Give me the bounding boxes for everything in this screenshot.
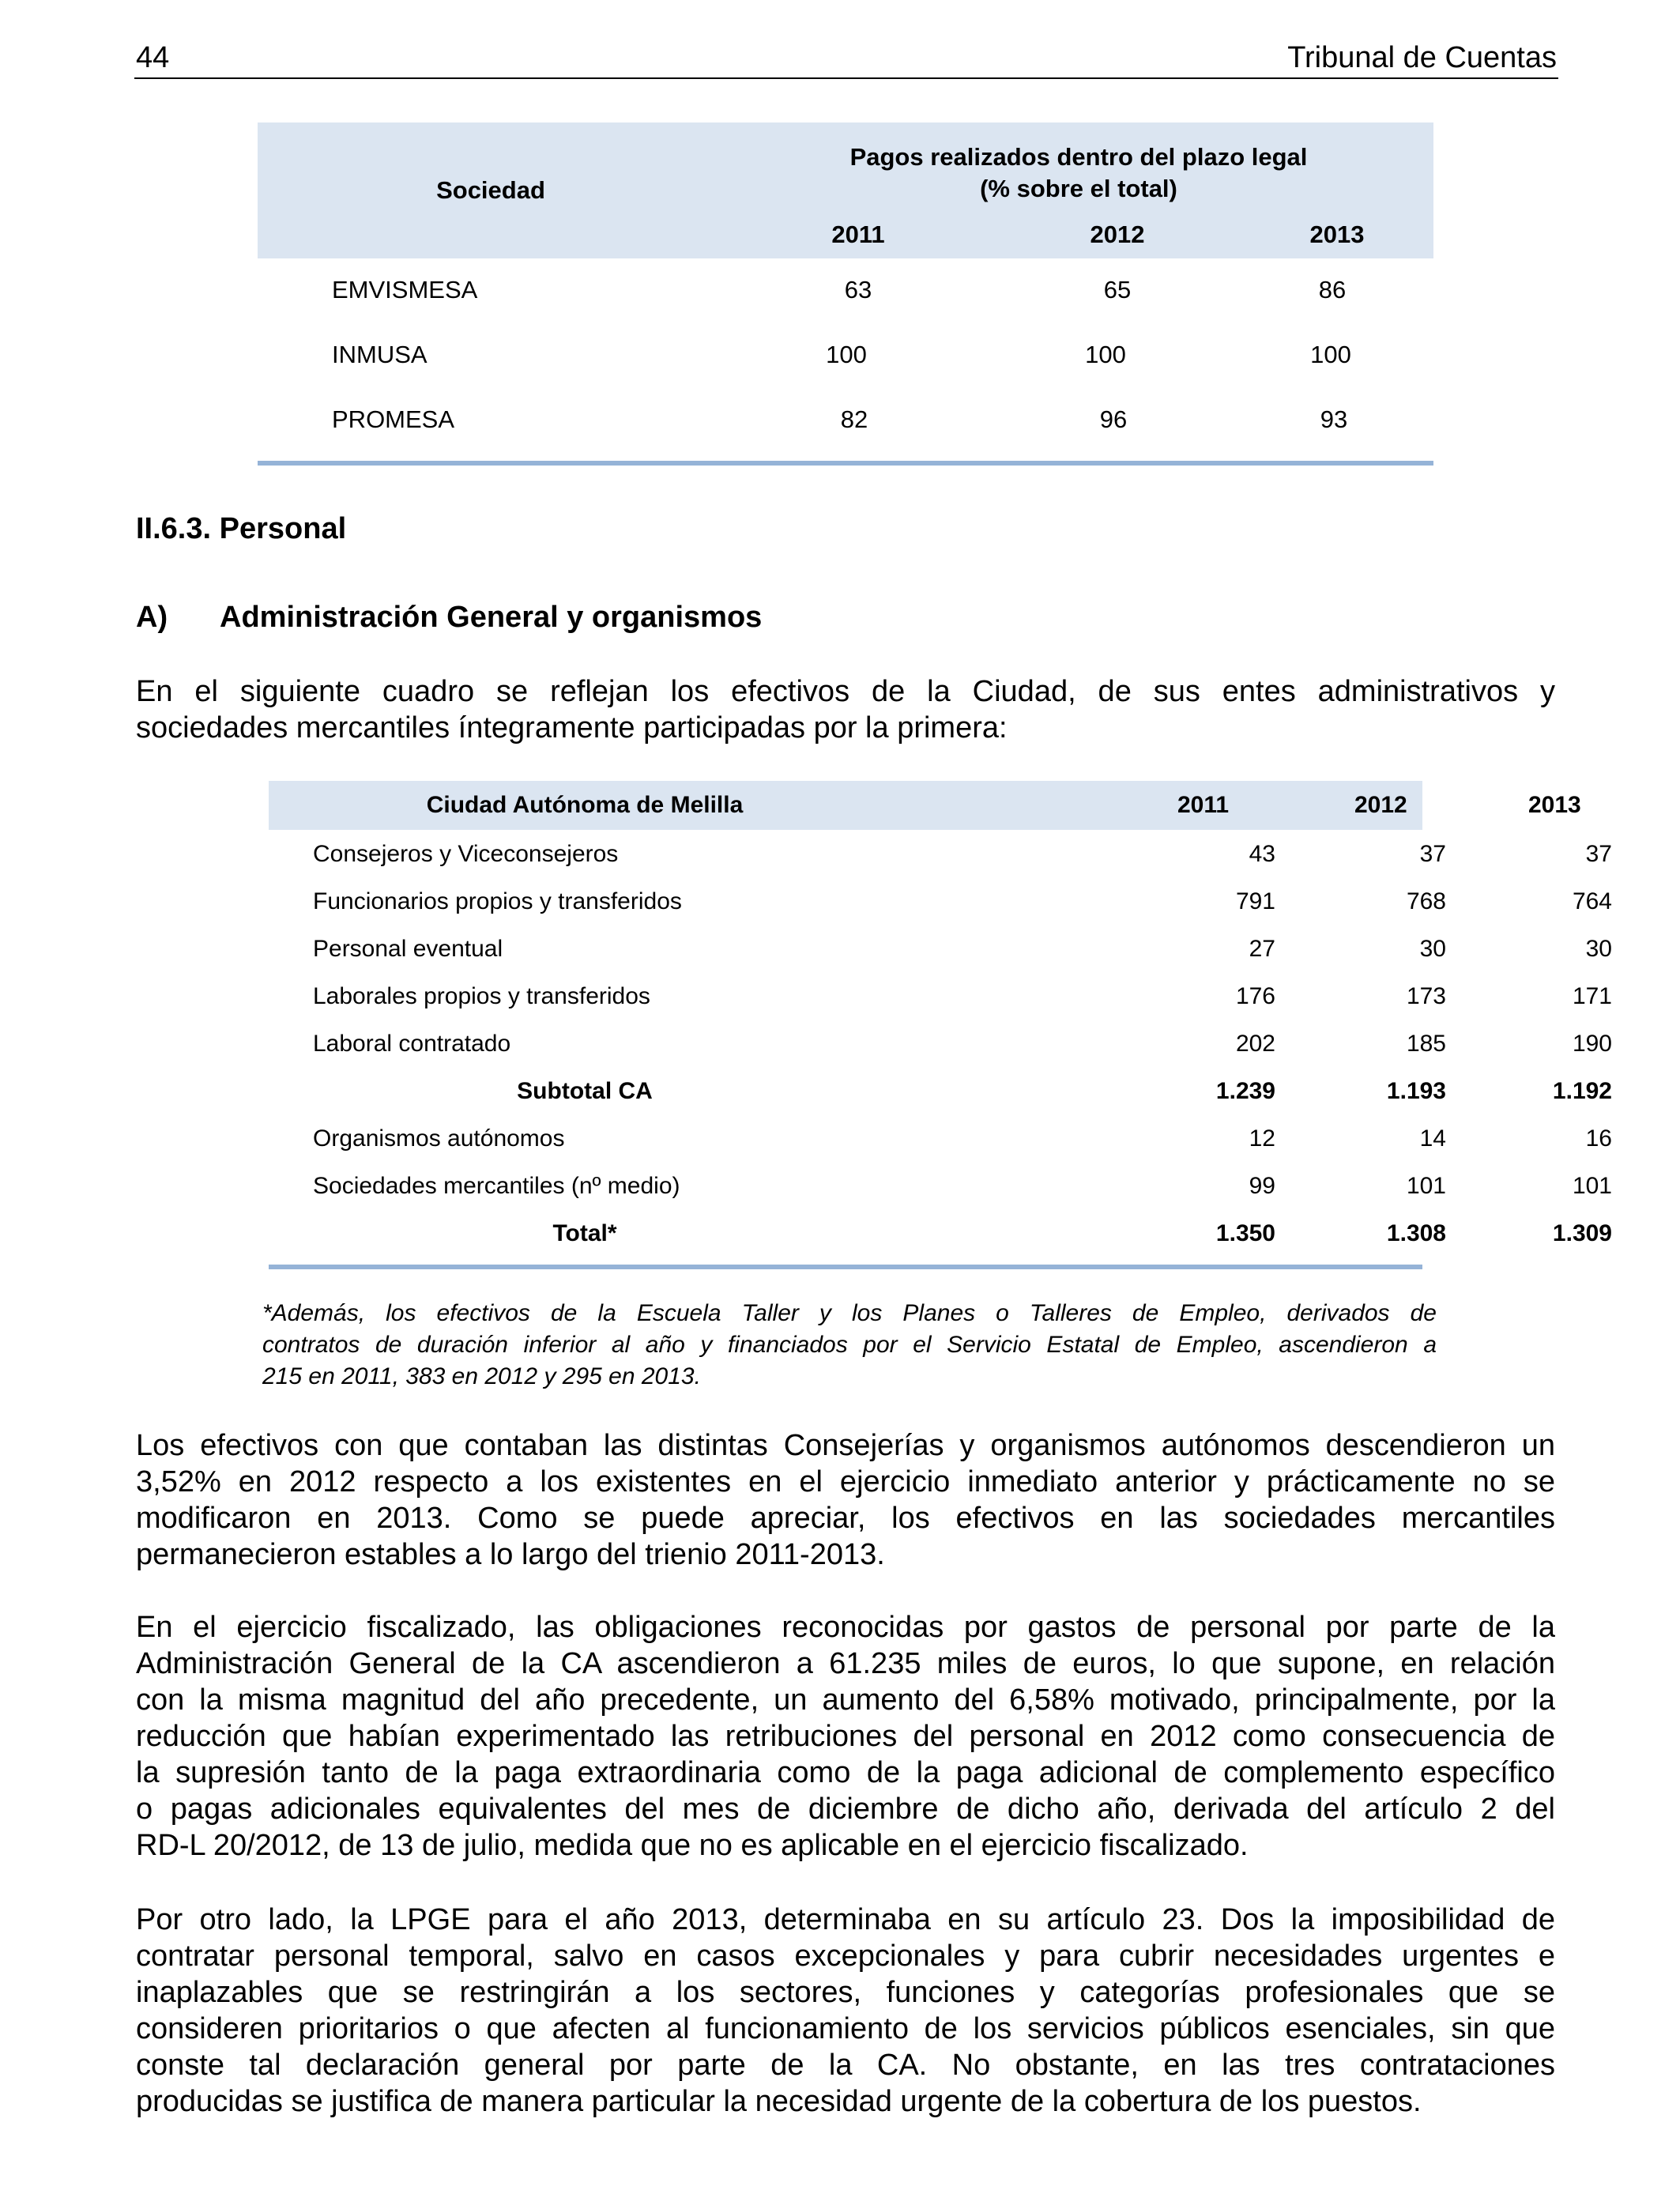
page-number: 44 <box>136 41 170 74</box>
cell: 99 <box>1249 1173 1275 1199</box>
text-line: Administración General de la CA ascendieron a 61.235 miles de euros, lo que supone, en relación <box>136 1647 1555 1680</box>
cell: 101 <box>1572 1173 1612 1199</box>
section-heading: II.6.3. Personal <box>136 512 347 545</box>
table-row <box>269 1162 1612 1209</box>
personnel-table-header <box>269 781 1581 830</box>
cell: 37 <box>1585 841 1612 867</box>
text-line: la supresión tanto de la paga extraordinaria como de la paga adicional de complemento específico <box>136 1756 1555 1789</box>
col-2013: 2013 <box>1528 792 1581 818</box>
table-row <box>258 323 1433 388</box>
table-bottom-rule <box>258 461 1433 466</box>
row-label: PROMESA <box>332 405 455 433</box>
cell: 37 <box>1419 841 1446 867</box>
cell: 82 <box>840 405 868 433</box>
group-header <box>724 141 1433 205</box>
text-line: consideren prioritarios o que afecten al funcionamiento de los servicios públicos esenciales, sin que <box>136 2012 1555 2045</box>
page-header <box>134 41 1558 79</box>
subheading-text: Administración General y organismos <box>220 601 763 634</box>
text-line: RD-L 20/2012, de 13 de julio, medida que no es aplicable en el ejercicio fiscalizado. <box>136 1829 1249 1862</box>
year-2011-header: 2011 <box>831 221 885 248</box>
table-row <box>269 972 1612 1020</box>
text-line: Los efectivos con que contaban las distintas Consejerías y organismos autónomos descendieron un <box>136 1429 1555 1462</box>
row-label: Personal eventual <box>313 936 503 962</box>
text-line: contratos de duración inferior al año y financiados por el Servicio Estatal de Empleo, ascendieron a <box>262 1332 1437 1358</box>
table-row <box>269 925 1612 972</box>
cell: 93 <box>1320 405 1348 433</box>
table-row <box>269 830 1612 877</box>
text-line: 215 en 2011, 383 en 2012 y 295 en 2013. <box>262 1363 701 1389</box>
table-footnote <box>262 1298 1437 1393</box>
cell: 96 <box>1099 405 1128 433</box>
cell: 43 <box>1249 841 1275 867</box>
payments-table-header <box>258 123 1433 258</box>
table-row <box>269 1114 1612 1162</box>
cell: 14 <box>1419 1125 1446 1152</box>
cell: 176 <box>1235 983 1275 1009</box>
total-row <box>269 1209 1612 1257</box>
col-entity: Ciudad Autónoma de Melilla <box>426 792 744 818</box>
group-header-line2: (% sobre el total) <box>980 175 1177 202</box>
cell: 63 <box>844 276 872 303</box>
row-label: Funcionarios propios y transferidos <box>313 888 682 914</box>
cell: 101 <box>1406 1173 1446 1199</box>
paragraph-2 <box>136 1427 1555 1573</box>
text-line: modificaron en 2013. Como se puede apreciar, los efectivos en las sociedades mercantiles <box>136 1502 1555 1535</box>
row-label: INMUSA <box>332 341 428 368</box>
cell: 86 <box>1318 276 1347 303</box>
cell: 100 <box>1085 341 1126 368</box>
text-line: producidas se justifica de manera particular la necesidad urgente de la cobertura de los puestos. <box>136 2085 1422 2118</box>
text-line: sociedades mercantiles íntegramente participadas por la primera: <box>136 711 1008 745</box>
text-line: reducción que habían experimentado las retribuciones del personal en 2012 como consecuencia de <box>136 1720 1555 1753</box>
text-line: permanecieron estables a lo largo del trienio 2011-2013. <box>136 1538 885 1571</box>
cell: 185 <box>1406 1031 1446 1057</box>
paragraph-4 <box>136 1902 1555 2120</box>
cell: 100 <box>826 341 867 368</box>
cell: 173 <box>1406 983 1446 1009</box>
header-title: Tribunal de Cuentas <box>1287 41 1557 74</box>
cell: 1.350 <box>1215 1220 1275 1246</box>
personnel-table <box>269 781 1612 1269</box>
row-label: Subtotal CA <box>517 1078 653 1104</box>
text-line: Por otro lado, la LPGE para el año 2013, determinaba en su artículo 23. Dos la imposibilidad de <box>136 1903 1555 1936</box>
col-2011: 2011 <box>1177 792 1230 818</box>
subheading-letter: A) <box>136 601 168 634</box>
row-label: Total* <box>552 1220 617 1246</box>
row-label: EMVISMESA <box>332 276 478 303</box>
text-line: conste tal declaración general por parte de la CA. No obstante, en las tres contrataciones <box>136 2049 1555 2082</box>
row-label: Sociedades mercantiles (nº medio) <box>313 1173 680 1199</box>
table-row <box>269 1020 1612 1067</box>
text-line: En el siguiente cuadro se reflejan los efectivos de la Ciudad, de sus entes administrativos y <box>136 675 1555 708</box>
cell: 16 <box>1585 1125 1612 1152</box>
row-label: Organismos autónomos <box>313 1125 565 1152</box>
text-line: o pagas adicionales equivalentes del mes de diciembre de dicho año, derivada del artículo 2 del <box>136 1793 1555 1826</box>
cell: 202 <box>1235 1031 1275 1057</box>
payments-table <box>258 123 1433 466</box>
cell: 65 <box>1103 276 1132 303</box>
table-bottom-rule <box>269 1265 1422 1269</box>
table-row <box>258 388 1433 453</box>
col-sociedad: Sociedad <box>436 176 545 204</box>
cell: 1.308 <box>1386 1220 1446 1246</box>
subtotal-row <box>269 1067 1612 1114</box>
cell: 1.193 <box>1386 1078 1446 1104</box>
col-2012: 2012 <box>1354 792 1407 818</box>
year-2012-header: 2012 <box>1090 221 1145 248</box>
text-line: inaplazables que se restringirán a los sectores, funciones y categorías profesionales que se <box>136 1976 1555 2009</box>
year-2013-header: 2013 <box>1309 221 1365 248</box>
text-line: contratar personal temporal, salvo en casos excepcionales y para cubrir necesidades urgentes e <box>136 1940 1555 1973</box>
table-row <box>258 258 1433 323</box>
row-label: Laborales propios y transferidos <box>313 983 650 1009</box>
row-label: Consejeros y Viceconsejeros <box>313 841 619 867</box>
cell: 768 <box>1406 888 1446 914</box>
group-header-line1: Pagos realizados dentro del plazo legal <box>849 143 1308 171</box>
cell: 27 <box>1249 936 1275 962</box>
text-line: En el ejercicio fiscalizado, las obligaciones reconocidas por gastos de personal por parte de la <box>136 1611 1555 1644</box>
text-line: con la misma magnitud del año precedente, un aumento del 6,58% motivado, principalmente, por la <box>136 1683 1555 1717</box>
cell: 12 <box>1249 1125 1275 1152</box>
cell: 30 <box>1419 936 1446 962</box>
text-line: 3,52% en 2012 respecto a los existentes en el ejercicio inmediato anterior y prácticamente no se <box>136 1465 1555 1498</box>
subheading <box>136 601 762 635</box>
cell: 1.239 <box>1215 1078 1275 1104</box>
cell: 171 <box>1572 983 1612 1009</box>
cell: 791 <box>1235 888 1275 914</box>
intro-paragraph <box>136 673 1555 746</box>
row-label: Laboral contratado <box>313 1031 511 1057</box>
cell: 190 <box>1572 1031 1612 1057</box>
cell: 100 <box>1310 341 1351 368</box>
cell: 764 <box>1572 888 1612 914</box>
cell: 30 <box>1585 936 1612 962</box>
cell: 1.192 <box>1552 1078 1612 1104</box>
paragraph-3 <box>136 1609 1555 1864</box>
table-row <box>269 877 1612 925</box>
cell: 1.309 <box>1552 1220 1612 1246</box>
text-line: *Además, los efectivos de la Escuela Taller y los Planes o Talleres de Empleo, derivados de <box>262 1300 1437 1326</box>
